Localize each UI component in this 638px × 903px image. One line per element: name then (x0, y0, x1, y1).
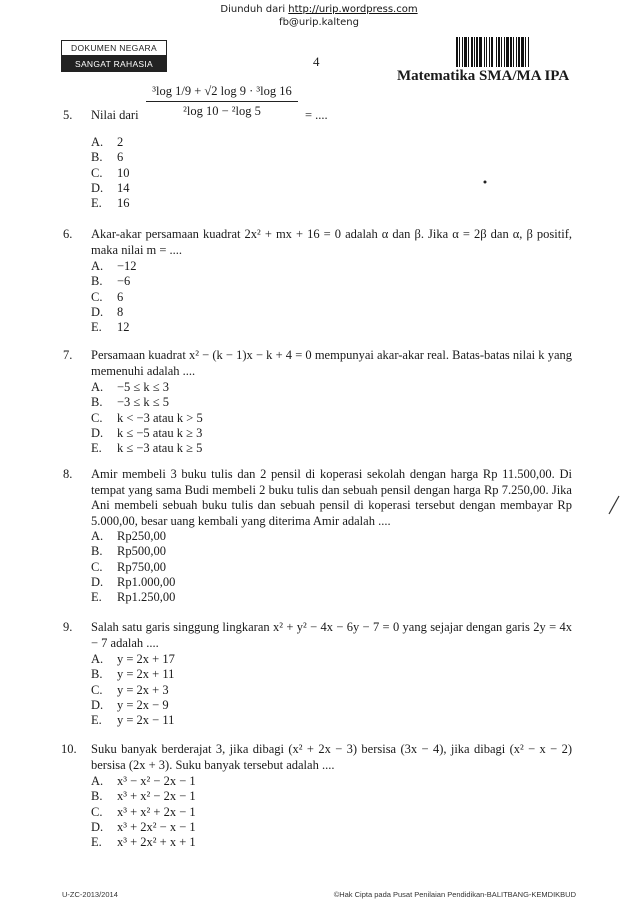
q6-number: 6. (63, 227, 73, 241)
margin-dot-mark (483, 180, 487, 184)
q8-number: 8. (63, 467, 73, 481)
q10-option-a: A. x³ − x² − 2x − 1 (91, 774, 196, 788)
q10-option-c: C. x³ + x² + 2x − 1 (91, 804, 196, 819)
q10-option-d: D. x³ + 2x² − x − 1 (91, 819, 196, 834)
q7-options (91, 380, 203, 456)
q10-option-e: E. x³ + 2x² + x + 1 (91, 835, 196, 850)
q7-number: 7. (63, 348, 73, 362)
barcode-image (456, 37, 572, 67)
doc-label-box: DOKUMEN NEGARA (61, 40, 167, 56)
q7-option-a: A. −5 ≤ k ≤ 3 (91, 380, 170, 394)
page-number: 4 (313, 54, 320, 69)
q6-option-a: A. −12 (91, 259, 137, 273)
source-link[interactable]: http://urip.wordpress.com (288, 4, 418, 15)
q9-option-e: E. y = 2x − 11 (91, 713, 175, 728)
q9-option-c: C. y = 2x + 3 (91, 682, 169, 697)
q6-options (91, 259, 137, 335)
q9-option-a: A. y = 2x + 17 (91, 652, 175, 666)
q8-option-a: A. Rp250,00 (91, 529, 166, 543)
q7-option-b: B. −3 ≤ k ≤ 5 (91, 395, 170, 410)
q5-options (91, 135, 130, 211)
q8-option-c: C. Rp750,00 (91, 559, 166, 574)
q7-text: Persamaan kuadrat x² − (k − 1)x − k + 4 = 0 mempunyai akar-akar real. Batas-batas nilai k yang memenuhi adalah .... (91, 348, 572, 378)
q5-tail: = .... (305, 108, 328, 122)
q10-options (91, 774, 196, 850)
q5-option-a: A. 2 (91, 135, 124, 149)
q10-text: Suku banyak berderajat 3, jika dibagi (x² + 2x − 3) bersisa (3x − 4), jika dibagi (x² − x − 2) bersisa (2x + 3). Suku banyak tersebut adalah .... (91, 742, 572, 772)
q8-option-d: D. Rp1.000,00 (91, 574, 176, 589)
q10-number: 10. (61, 742, 77, 756)
source-prefix: Diunduh dari (220, 4, 289, 15)
q6-option-d: D. 8 (91, 304, 124, 319)
q9-text: Salah satu garis singgung lingkaran x² + y² − 4x − 6y − 7 = 0 yang sejajar dengan garis 2y = 4x − 7 adalah .... (91, 620, 572, 650)
q9-number: 9. (63, 620, 73, 634)
q5-number: 5. (63, 108, 73, 122)
q6-text: Akar-akar persamaan kuadrat 2x² + mx + 16 = 0 adalah α dan β. Jika α = 2β dan α, β positif, maka nilai m = .... (91, 227, 572, 257)
q6-option-c: C. 6 (91, 289, 124, 304)
q9-option-b: B. y = 2x + 11 (91, 667, 175, 682)
q5-fraction-numerator: ³log 1/9 + √2 log 9 · ³log 16 (146, 84, 298, 102)
source-line-1 (0, 3, 638, 16)
q6-option-b: B. −6 (91, 274, 131, 289)
q5-option-c: C. 10 (91, 165, 130, 180)
secret-label-box: SANGAT RAHASIA (61, 56, 167, 72)
footer-copyright: ©Hak Cipta pada Pusat Penilaian Pendidikan-BALITBANG-KEMDIKBUD (333, 890, 576, 899)
q5-option-d: D. 14 (91, 180, 130, 195)
source-line-2: fb@urip.kalteng (279, 17, 359, 28)
q5-fraction (146, 84, 298, 119)
q10-option-b: B. x³ + x² − 2x − 1 (91, 789, 196, 804)
footer-code: U-ZC-2013/2014 (62, 890, 118, 899)
q5-option-e: E. 16 (91, 196, 130, 211)
q9-option-d: D. y = 2x − 9 (91, 697, 169, 712)
q5-option-b: B. 6 (91, 150, 124, 165)
q7-option-e: E. k ≤ −3 atau k ≥ 5 (91, 441, 203, 456)
q9-options (91, 652, 175, 728)
q6-option-e: E. 12 (91, 320, 130, 335)
margin-stroke-mark (607, 494, 621, 516)
q7-option-d: D. k ≤ −5 atau k ≥ 3 (91, 425, 203, 440)
subject-title: Matematika SMA/MA IPA (397, 68, 570, 84)
q5-fraction-denominator: ²log 10 − ²log 5 (183, 104, 261, 118)
q8-options (91, 529, 175, 605)
q8-option-b: B. Rp500,00 (91, 544, 166, 559)
q7-option-c: C. k < −3 atau k > 5 (91, 410, 203, 425)
q8-text: Amir membeli 3 buku tulis dan 2 pensil di koperasi sekolah dengan harga Rp 11.500,00. Di tempat yang sama Budi membeli 2 buku tulis dan sebuah pensil dengan harga Rp 7.250,00. Jika Ani membeli sebuah buku tulis dan sebuah pensil di koperasi tersebut dengan membayar Rp 5.000,00, besar uang kembali yang diterima Amir adalah .... (91, 467, 572, 528)
q8-option-e: E. Rp1.250,00 (91, 590, 176, 605)
q5-intro: Nilai dari (91, 108, 139, 122)
